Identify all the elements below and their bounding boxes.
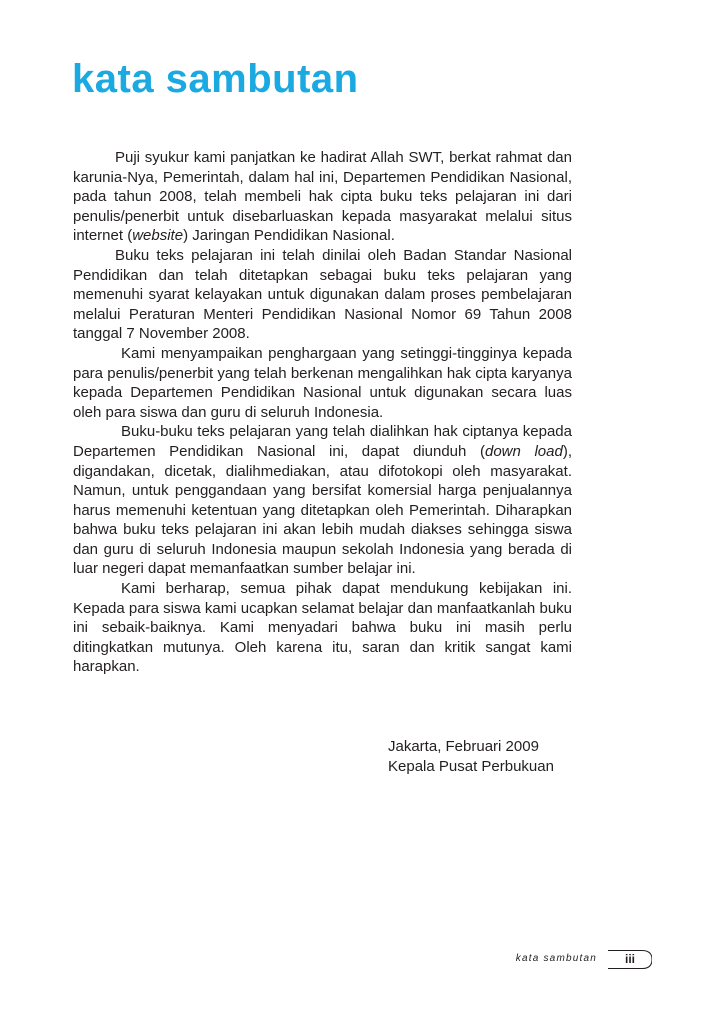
page-footer bbox=[0, 950, 728, 970]
signature-place-date: Jakarta, Februari 2009 bbox=[388, 738, 539, 755]
page-number-badge bbox=[608, 950, 652, 969]
paragraph-1 bbox=[73, 148, 572, 246]
website-term: website bbox=[132, 227, 184, 245]
page-number: iii bbox=[624, 952, 635, 966]
page-title: kata sambutan bbox=[72, 57, 359, 101]
paragraph-5: Kami berharap, semua pihak dapat mendukung kebijakan ini. Kepada para siswa kami ucapkan selamat belajar dan manfaatkanlah buku ini sebaik-baiknya. Kami menyadari bahwa buku ini masih perlu ditingkatkan mutunya. Oleh karena itu, saran dan kritik sangat kami harapkan. bbox=[73, 580, 572, 676]
paragraph-1-text: Puji syukur kami panjatkan ke hadirat Allah SWT, berkat rahmat dan karunia-Nya, Pemerintah, dalam hal ini, Departemen Pendidikan Nasional, pada tahun 2008, telah membeli hak cipta buku teks pelajaran ini dari penulis/penerbit untuk disebarluaskan kepada masyarakat melalui situs internet ( bbox=[73, 149, 572, 245]
paragraph-3: Kami menyampaikan penghargaan yang setinggi-tingginya kepada para penulis/penerbit yang telah berkenan mengalihkan hak cipta karyanya kepada Departemen Pendidikan Nasional untuk digunakan secara luas oleh para siswa dan guru di seluruh Indonesia. bbox=[73, 344, 572, 421]
paragraph-4 bbox=[73, 422, 572, 579]
signature-position: Kepala Pusat Perbukuan bbox=[388, 758, 554, 775]
signature-block bbox=[388, 737, 554, 777]
foreword-body bbox=[73, 148, 572, 677]
download-term: down load bbox=[484, 442, 563, 460]
footer-section-label: kata sambutan bbox=[515, 953, 597, 964]
paragraph-4-text-end: ), digandakan, dicetak, dialihmediakan, atau difotokopi oleh masyarakat. Namun, untuk penggandaan yang bersifat komersial harga penjualannya harus memenuhi ketentuan yang ditetapkan oleh Pemerintah. Diharapkan bahwa buku teks pelajaran ini akan lebih mudah diakses sehingga siswa dan guru di seluruh Indonesia maupun sekolah Indonesia yang berada di luar negeri dapat memanfaatkan sumber belajar ini. bbox=[73, 442, 573, 578]
paragraph-2: Buku teks pelajaran ini telah dinilai oleh Badan Standar Nasional Pendidikan dan telah ditetapkan sebagai buku teks pelajaran yang memenuhi syarat kelayakan untuk digunakan dalam proses pembelajaran melalui Peraturan Menteri Pendidikan Nasional Nomor 69 Tahun 2008 tanggal 7 November 2008. bbox=[73, 246, 572, 343]
paragraph-4-text: Buku-buku teks pelajaran yang telah dialihkan hak ciptanya kepada Departemen Pendidikan Nasional ini, dapat diunduh ( bbox=[73, 423, 572, 460]
paragraph-1-text-end: ) Jaringan Pendidikan Nasional. bbox=[183, 227, 395, 245]
